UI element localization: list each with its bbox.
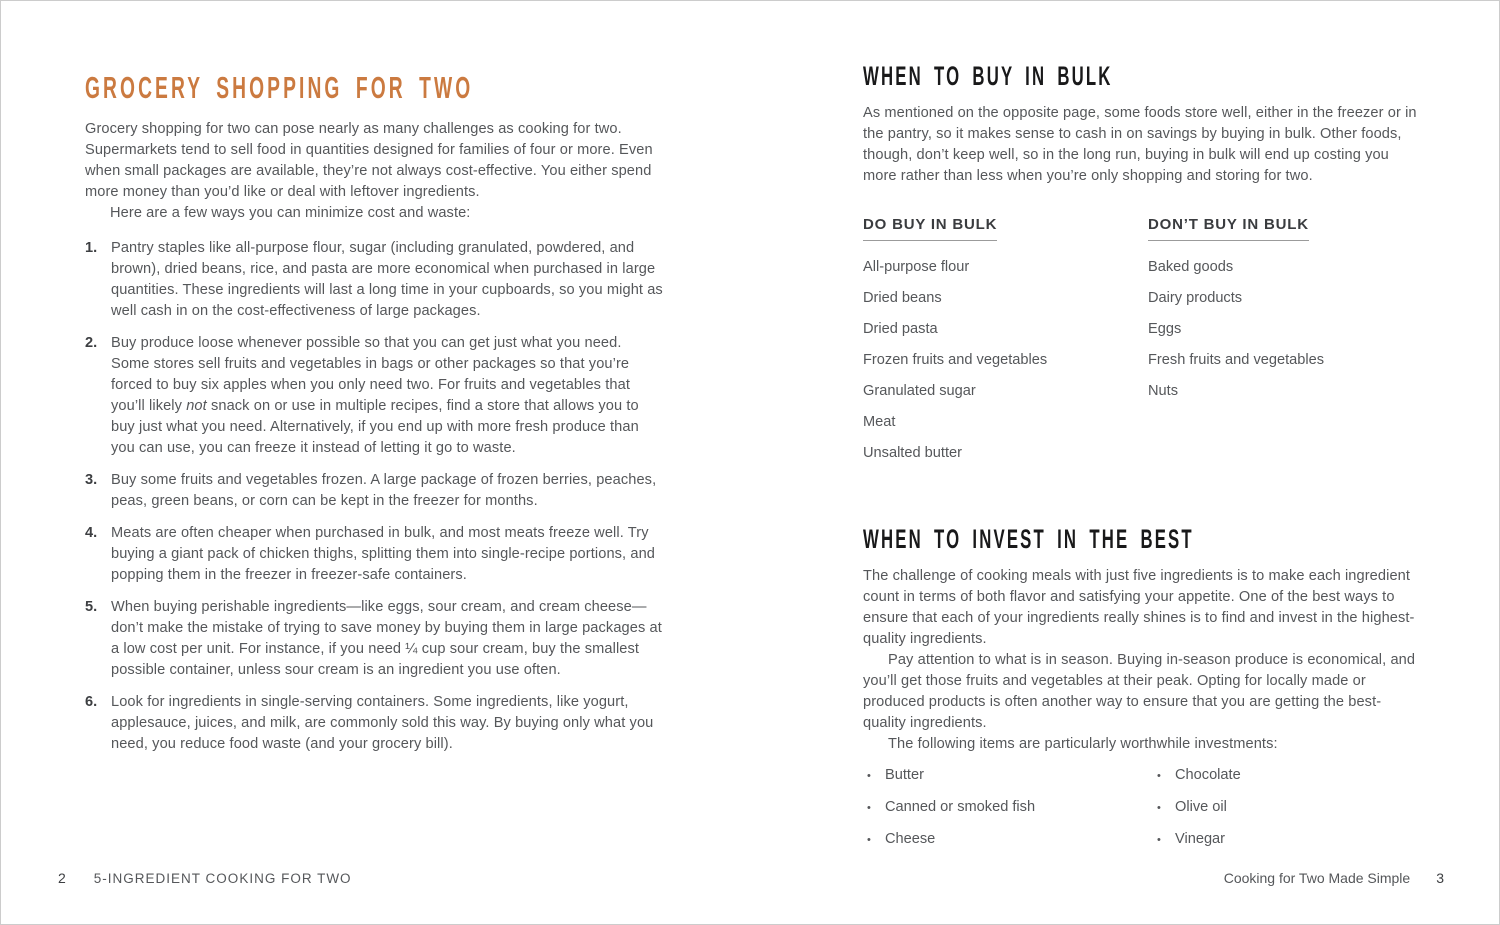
page-title — [85, 69, 663, 105]
list-item-text: When buying perishable ingredients—like eggs, sour cream, and cream cheese—don’t make the mistake of trying to save money by buying them in large packages at a low cost per unit. For instance, if you need ¼ cup sour cream, buy the smallest possible container, unless sour cream is an ingredient you use often. — [111, 599, 662, 678]
running-head-left: 5-INGREDIENT COOKING FOR TWO — [93, 871, 352, 886]
list-item-text-em: not — [186, 398, 207, 414]
do-buy-item: Unsalted butter — [863, 445, 962, 461]
dont-buy-item: Nuts — [1148, 383, 1179, 399]
bullet-label: Chocolate — [1175, 767, 1241, 783]
list-item-number: 5. — [85, 599, 98, 615]
list-item-text-post: snack on or use in multiple recipes, find a store that allows you to buy just what you need. Alternatively, if you end up with more fresh produce than you can use, you can freeze it instead of letting it go to waste. — [111, 398, 639, 456]
list-item-text — [111, 333, 663, 459]
section-title-buy-in-bulk — [863, 61, 1417, 93]
list-item-text: Pantry staples like all-purpose flour, sugar (including granulated, powdered, and brown), dried beans, rice, and pasta are more economical when purchased in large quantities. These ingredients will last a long time in your cupboards, so you might as well cash in on the cost-effectiveness of large packages. — [111, 240, 663, 319]
dont-buy-item: Dairy products — [1148, 290, 1243, 306]
list-item — [85, 470, 663, 512]
bullet-label: Canned or smoked fish — [885, 799, 1036, 815]
section-title-invest — [863, 524, 1417, 556]
invest-lead-in: The following items are particularly worthwhile investments: — [888, 736, 1278, 752]
list-item-number: 3. — [85, 472, 98, 488]
dont-buy-item: Baked goods — [1148, 259, 1234, 275]
bullet-icon: • — [1157, 834, 1161, 846]
bullet-label: Cheese — [885, 831, 936, 847]
dont-buy-column — [1148, 216, 1417, 474]
running-head-right: Cooking for Two Made Simple — [1223, 870, 1411, 886]
bullet-item — [1153, 797, 1417, 819]
list-item-number: 1. — [85, 240, 98, 256]
list-item-number: 6. — [85, 694, 98, 710]
investment-bullet-columns — [863, 765, 1417, 861]
page-right — [863, 61, 1417, 861]
bullet-label: Vinegar — [1175, 831, 1226, 847]
bullet-icon: • — [1157, 770, 1161, 782]
bullet-label: Butter — [885, 767, 924, 783]
bullet-icon: • — [867, 802, 871, 814]
list-item-text: Look for ingredients in single-serving containers. Some ingredients, like yogurt, applesauce, juices, and milk, are commonly sold this way. By buying only what you need, you reduce food waste (and your grocery bill). — [111, 694, 654, 752]
dont-buy-item: Fresh fruits and vegetables — [1148, 352, 1325, 368]
bullet-icon: • — [867, 834, 871, 846]
bullet-item — [1153, 829, 1417, 851]
do-buy-item: Frozen fruits and vegetables — [863, 352, 1048, 368]
list-item — [85, 523, 663, 586]
dont-buy-item: Eggs — [1148, 321, 1182, 337]
list-item-text: Buy some fruits and vegetables frozen. A large package of frozen berries, peaches, peas, green beans, or corn can be kept in the freezer for months. — [111, 472, 657, 509]
intro-paragraph: Grocery shopping for two can pose nearly as many challenges as cooking for two. Supermarkets tend to sell food in quantities designed for families of four or more. Even when small packages are available, they’re not always cost-effective. You either spend more money than you’d like or deal with leftover ingredients. — [85, 121, 653, 200]
section-title-text: WHEN TO BUY IN BULK — [863, 61, 1113, 91]
bullet-item — [863, 765, 1153, 787]
do-buy-item: Meat — [863, 414, 896, 430]
list-item-number: 2. — [85, 335, 98, 351]
bullet-item — [1153, 765, 1417, 787]
do-buy-header: DO BUY IN BULK — [863, 216, 997, 241]
page-number-left: 2 — [58, 870, 66, 886]
invest-paragraph: Pay attention to what is in season. Buying in-season produce is economical, and you’ll get those fruits and vegetables at their peak. Opting for locally made or produced products is often another way to ensure that you are getting the best-quality ingredients. — [863, 652, 1416, 731]
list-item-text-pre: Buy produce loose whenever possible so that you can get just what you need. Some stores sell fruits and vegetables in bags or other packages so that you’re forced to buy six apples when you only need two. For fruits and vegetables that you’ll likely — [111, 335, 630, 414]
dont-buy-header: DON’T BUY IN BULK — [1148, 216, 1309, 241]
page-left — [85, 69, 663, 766]
do-buy-column — [863, 216, 1148, 474]
do-buy-item: Dried pasta — [863, 321, 938, 337]
bullet-label: Olive oil — [1175, 799, 1227, 815]
intro-lead-in: Here are a few ways you can minimize cost and waste: — [110, 205, 471, 221]
bullet-column-right — [1153, 765, 1417, 861]
list-item-number: 4. — [85, 525, 98, 541]
list-item-text: Meats are often cheaper when purchased in bulk, and most meats freeze well. Try buying a giant pack of chicken thighs, splitting them into single-recipe portions, and popping them in the freezer in freezer-safe containers. — [111, 525, 656, 583]
bulk-columns — [863, 216, 1417, 474]
do-buy-item: Dried beans — [863, 290, 942, 306]
page-title-text: GROCERY SHOPPING FOR TWO — [85, 70, 474, 105]
invest-paragraph: The challenge of cooking meals with just five ingredients is to make each ingredient count in terms of both flavor and satisfying your appetite. One of the best ways to ensure that each of your ingredients really shines is to find and invest in the highest-quality ingredients. — [863, 568, 1415, 647]
bullet-column-left — [863, 765, 1153, 861]
section-title-text: WHEN TO INVEST IN THE BEST — [863, 524, 1194, 554]
bullet-icon: • — [1157, 802, 1161, 814]
list-item — [85, 597, 663, 681]
do-buy-item: Granulated sugar — [863, 383, 976, 399]
tips-list — [85, 238, 663, 755]
do-buy-item: All-purpose flour — [863, 259, 970, 275]
bullet-item — [863, 829, 1153, 851]
list-item — [85, 238, 663, 322]
page-number-right: 3 — [1436, 870, 1444, 886]
bullet-icon: • — [867, 770, 871, 782]
list-item — [85, 692, 663, 755]
bulk-intro-paragraph: As mentioned on the opposite page, some foods store well, either in the freezer or in the pantry, so it makes sense to cash in on savings by buying in bulk. Other foods, though, don’t keep well, so in the long run, buying in bulk will end up costing you more rather than less when you’re only shopping and storing for two. — [863, 105, 1417, 184]
bullet-item — [863, 797, 1153, 819]
list-item — [85, 333, 663, 459]
footer-right — [1224, 870, 1444, 886]
footer-left — [58, 870, 352, 886]
